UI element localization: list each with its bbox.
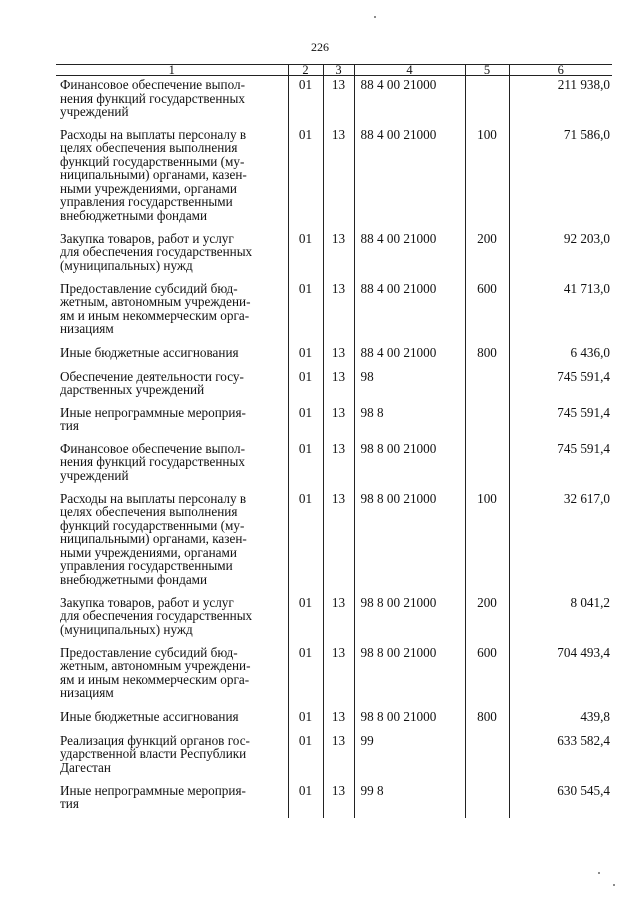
row-target-article-code: 98 8 00 21000 [354,594,465,644]
table-row [56,490,612,594]
row-subsection-code: 13 [323,644,354,708]
row-section-code: 01 [288,490,323,594]
row-section-code: 01 [288,594,323,644]
row-amount: 6 436,0 [509,344,612,368]
row-subsection-code: 13 [323,732,354,782]
row-subsection-code: 13 [323,230,354,280]
row-target-article-code: 88 4 00 21000 [354,76,465,126]
row-expense-type-code [465,732,509,782]
row-expense-type-code: 800 [465,708,509,732]
row-expense-type-code [465,404,509,440]
row-description: Иные непрограммные мероприя- тия [56,404,288,440]
column-header-3: 3 [323,65,354,76]
row-expense-type-code: 100 [465,490,509,594]
row-description: Предоставление субсидий бюд- жетным, автономным учреждени- ям и иным некоммерческим орга- низациям [56,644,288,708]
row-description: Финансовое обеспечение выпол- нения функций государственных учреждений [56,76,288,126]
row-section-code: 01 [288,644,323,708]
row-target-article-code: 98 8 00 21000 [354,440,465,490]
table-body [56,76,612,818]
row-target-article-code: 88 4 00 21000 [354,344,465,368]
row-section-code: 01 [288,344,323,368]
table-row [56,368,612,404]
row-amount: 32 617,0 [509,490,612,594]
table-row [56,644,612,708]
row-description: Финансовое обеспечение выпол- нения функций государственных учреждений [56,440,288,490]
budget-table-sheet [56,64,612,818]
table-row [56,404,612,440]
row-amount: 71 586,0 [509,126,612,230]
row-expense-type-code: 200 [465,230,509,280]
row-section-code: 01 [288,404,323,440]
table-row [56,230,612,280]
row-subsection-code: 13 [323,126,354,230]
row-subsection-code: 13 [323,404,354,440]
row-description: Предоставление субсидий бюд- жетным, автономным учреждени- ям и иным некоммерческим орга- низациям [56,280,288,344]
row-target-article-code: 88 4 00 21000 [354,280,465,344]
row-expense-type-code: 200 [465,594,509,644]
column-header-6: 6 [509,65,612,76]
row-description: Закупка товаров, работ и услуг для обеспечения государственных (муниципальных) нужд [56,230,288,280]
row-amount: 439,8 [509,708,612,732]
row-amount: 211 938,0 [509,76,612,126]
row-target-article-code: 98 8 00 21000 [354,644,465,708]
table-row [56,732,612,782]
row-amount: 8 041,2 [509,594,612,644]
row-subsection-code: 13 [323,782,354,818]
row-expense-type-code: 800 [465,344,509,368]
row-target-article-code: 98 [354,368,465,404]
row-description: Расходы на выплаты персоналу в целях обеспечения выполнения функций государственными (му- ниципальными) органами, казен- ными учреждениями, органами управления государственными внебюджетными фондами [56,490,288,594]
table-row [56,280,612,344]
row-section-code: 01 [288,708,323,732]
table-row [56,126,612,230]
row-subsection-code: 13 [323,344,354,368]
budget-table [56,64,612,818]
row-expense-type-code: 600 [465,280,509,344]
row-target-article-code: 88 4 00 21000 [354,230,465,280]
row-section-code: 01 [288,230,323,280]
row-section-code: 01 [288,126,323,230]
row-expense-type-code [465,76,509,126]
scan-speck [613,884,615,886]
row-section-code: 01 [288,782,323,818]
table-row [56,76,612,126]
row-subsection-code: 13 [323,440,354,490]
table-row [56,344,612,368]
row-section-code: 01 [288,732,323,782]
row-subsection-code: 13 [323,368,354,404]
column-header-1: 1 [56,65,288,76]
row-description: Иные непрограммные мероприя- тия [56,782,288,818]
row-expense-type-code [465,440,509,490]
table-row [56,782,612,818]
row-target-article-code: 98 8 00 21000 [354,708,465,732]
row-target-article-code: 98 8 00 21000 [354,490,465,594]
row-amount: 745 591,4 [509,440,612,490]
scan-speck [374,16,376,18]
row-subsection-code: 13 [323,594,354,644]
row-target-article-code: 98 8 [354,404,465,440]
row-subsection-code: 13 [323,76,354,126]
page-number: 226 [311,40,329,54]
row-section-code: 01 [288,76,323,126]
column-header-2: 2 [288,65,323,76]
row-subsection-code: 13 [323,708,354,732]
row-target-article-code: 99 [354,732,465,782]
row-amount: 92 203,0 [509,230,612,280]
row-description: Закупка товаров, работ и услуг для обеспечения государственных (муниципальных) нужд [56,594,288,644]
scan-speck [598,872,600,874]
row-amount: 41 713,0 [509,280,612,344]
row-section-code: 01 [288,368,323,404]
row-expense-type-code [465,368,509,404]
row-description: Реализация функций органов гос- ударственной власти Республики Дагестан [56,732,288,782]
row-expense-type-code: 100 [465,126,509,230]
row-target-article-code: 99 8 [354,782,465,818]
row-expense-type-code: 600 [465,644,509,708]
row-amount: 633 582,4 [509,732,612,782]
row-amount: 745 591,4 [509,404,612,440]
row-amount: 745 591,4 [509,368,612,404]
table-row [56,440,612,490]
column-header-4: 4 [354,65,465,76]
row-expense-type-code [465,782,509,818]
table-header-row [56,65,612,76]
table-row [56,594,612,644]
row-subsection-code: 13 [323,280,354,344]
row-subsection-code: 13 [323,490,354,594]
row-amount: 704 493,4 [509,644,612,708]
table-row [56,708,612,732]
row-section-code: 01 [288,280,323,344]
row-section-code: 01 [288,440,323,490]
column-header-5: 5 [465,65,509,76]
row-target-article-code: 88 4 00 21000 [354,126,465,230]
row-amount: 630 545,4 [509,782,612,818]
row-description: Иные бюджетные ассигнования [56,708,288,732]
row-description: Иные бюджетные ассигнования [56,344,288,368]
row-description: Расходы на выплаты персоналу в целях обеспечения выполнения функций государственными (му- ниципальными) органами, казен- ными учреждениями, органами управления государственными внебюджетными фондами [56,126,288,230]
row-description: Обеспечение деятельности госу- дарственных учреждений [56,368,288,404]
